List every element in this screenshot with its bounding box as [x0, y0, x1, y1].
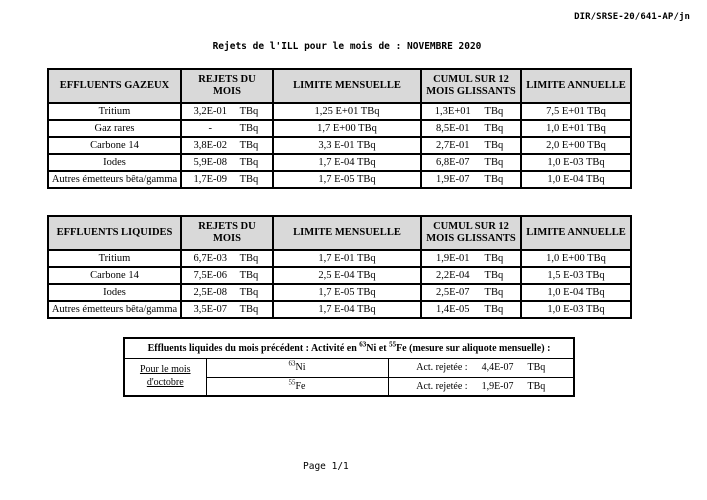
title-part: Ni et — [366, 342, 390, 354]
column-header-rejets-du-mois: REJETS DU MOIS — [181, 69, 273, 103]
cell-rejets — [181, 250, 273, 267]
cumul-value: 2,7E-01 — [435, 140, 470, 151]
cumul-unit: TBq — [484, 253, 504, 264]
sub-table-title — [124, 338, 574, 358]
rejets-value: 6,7E-03 — [193, 253, 228, 264]
cell-limite-mensuelle: 1,7 E-04 TBq — [273, 154, 421, 171]
activity-cell — [388, 377, 574, 396]
period-line-1: Pour le mois — [139, 364, 191, 376]
table-row-iodes — [48, 284, 631, 301]
cell-cumul — [421, 154, 521, 171]
row-label: Gaz rares — [48, 120, 181, 137]
cumul-value: 6,8E-07 — [435, 157, 470, 168]
cumul-value: 1,9E-07 — [435, 174, 470, 185]
cumul-unit: TBq — [484, 174, 504, 185]
cell-limite-annuelle: 1,0 E-03 TBq — [521, 301, 631, 318]
activity-label: Act. rejetée : — [416, 380, 468, 392]
cell-rejets — [181, 301, 273, 318]
title-part: Effluents liquides du mois précédent : Activité en — [147, 342, 360, 354]
table-row-tritium — [48, 103, 631, 120]
rejets-value: 3,5E-07 — [193, 304, 228, 315]
page-number: Page 1/1 — [303, 461, 349, 472]
activity-value: 4,4E-07 — [481, 362, 514, 373]
cell-limite-annuelle: 7,5 E+01 TBq — [521, 103, 631, 120]
cumul-value: 2,5E-07 — [435, 287, 470, 298]
column-header-cumul-12-mois: CUMUL SUR 12 MOIS GLISSANTS — [421, 216, 521, 250]
header-row — [48, 69, 631, 103]
table-row-iodes — [48, 154, 631, 171]
mois-precedent-table — [123, 337, 575, 397]
rejets-unit: TBq — [239, 123, 259, 134]
rejets-unit: TBq — [239, 304, 259, 315]
rejets-value: 7,5E-06 — [193, 270, 228, 281]
rejets-value: 3,2E-01 — [193, 106, 228, 117]
document-title: Rejets de l'ILL pour le mois de : NOVEMBRE 2020 — [212, 41, 482, 52]
header-row — [48, 216, 631, 250]
column-header-limite-annuelle: LIMITE ANNUELLE — [521, 69, 631, 103]
cell-cumul — [421, 267, 521, 284]
cell-rejets — [181, 154, 273, 171]
isotope-cell — [206, 377, 388, 396]
cell-cumul — [421, 171, 521, 188]
cell-rejets — [181, 137, 273, 154]
cell-limite-mensuelle: 1,7 E-01 TBq — [273, 250, 421, 267]
cell-rejets — [181, 120, 273, 137]
cell-rejets — [181, 284, 273, 301]
table-row-ni63 — [124, 358, 574, 377]
isotope-symbol: Ni — [295, 362, 306, 373]
row-label: Carbone 14 — [48, 137, 181, 154]
row-label: Tritium — [48, 250, 181, 267]
table-row-autres-emetteurs — [48, 301, 631, 318]
column-header-cumul-12-mois: CUMUL SUR 12 MOIS GLISSANTS — [421, 69, 521, 103]
effluents-gazeux-table — [47, 68, 632, 189]
row-label: Iodes — [48, 154, 181, 171]
effluents-liquides-table — [47, 215, 632, 319]
isotope-mass: 55 — [288, 378, 296, 387]
period-label — [124, 358, 206, 396]
document-reference: DIR/SRSE-20/641-AP/jn — [574, 12, 690, 22]
cell-cumul — [421, 284, 521, 301]
isotope-mass-63: 63 — [359, 340, 367, 349]
cell-limite-annuelle: 1,0 E+01 TBq — [521, 120, 631, 137]
rejets-unit: TBq — [239, 106, 259, 117]
activity-unit: TBq — [527, 380, 546, 392]
isotope-cell — [206, 358, 388, 377]
rejets-unit: TBq — [239, 253, 259, 264]
row-label: Iodes — [48, 284, 181, 301]
isotope-mass: 63 — [288, 359, 296, 368]
cell-limite-mensuelle: 1,7 E-05 TBq — [273, 171, 421, 188]
cell-limite-annuelle: 1,0 E-04 TBq — [521, 171, 631, 188]
cumul-unit: TBq — [484, 287, 504, 298]
row-label: Autres émetteurs bêta/gamma — [48, 171, 181, 188]
cumul-unit: TBq — [484, 123, 504, 134]
cumul-unit: TBq — [484, 140, 504, 151]
rejets-unit: TBq — [239, 157, 259, 168]
cumul-value: 1,4E-05 — [435, 304, 470, 315]
cumul-value: 8,5E-01 — [435, 123, 470, 134]
cumul-unit: TBq — [484, 106, 504, 117]
cell-cumul — [421, 137, 521, 154]
column-header-effluents-liquides: EFFLUENTS LIQUIDES — [48, 216, 181, 250]
cell-cumul — [421, 250, 521, 267]
period-line-2: d'octobre — [146, 376, 184, 388]
cell-rejets — [181, 267, 273, 284]
cell-limite-mensuelle: 1,7 E-05 TBq — [273, 284, 421, 301]
column-header-limite-annuelle: LIMITE ANNUELLE — [521, 216, 631, 250]
cell-cumul — [421, 301, 521, 318]
table-row-tritium — [48, 250, 631, 267]
table-row-gaz-rares — [48, 120, 631, 137]
cumul-unit: TBq — [484, 270, 504, 281]
cumul-value: 2,2E-04 — [435, 270, 470, 281]
rejets-value: 2,5E-08 — [193, 287, 228, 298]
rejets-unit: TBq — [239, 287, 259, 298]
rejets-unit: TBq — [239, 270, 259, 281]
cell-limite-annuelle: 1,0 E-04 TBq — [521, 284, 631, 301]
cell-limite-mensuelle: 1,7 E-04 TBq — [273, 301, 421, 318]
column-header-limite-mensuelle: LIMITE MENSUELLE — [273, 69, 421, 103]
cell-rejets — [181, 171, 273, 188]
cell-limite-annuelle: 1,0 E-03 TBq — [521, 154, 631, 171]
rejets-value: - — [208, 123, 213, 134]
table-row-carbone-14 — [48, 137, 631, 154]
cell-cumul — [421, 120, 521, 137]
row-label: Autres émetteurs bêta/gamma — [48, 301, 181, 318]
activity-unit: TBq — [527, 362, 546, 373]
cumul-value: 1,3E+01 — [434, 106, 471, 117]
cumul-unit: TBq — [484, 157, 504, 168]
table-row-carbone-14 — [48, 267, 631, 284]
cell-rejets — [181, 103, 273, 120]
cell-limite-mensuelle: 2,5 E-04 TBq — [273, 267, 421, 284]
sub-table-title-row — [124, 338, 574, 358]
activity-cell — [388, 358, 574, 377]
column-header-rejets-du-mois: REJETS DU MOIS — [181, 216, 273, 250]
row-label: Tritium — [48, 103, 181, 120]
row-label: Carbone 14 — [48, 267, 181, 284]
rejets-value: 5,9E-08 — [193, 157, 228, 168]
rejets-unit: TBq — [239, 140, 259, 151]
isotope-mass-55: 55 — [389, 340, 397, 349]
cumul-value: 1,9E-01 — [435, 253, 470, 264]
activity-label: Act. rejetée : — [416, 362, 468, 373]
cell-cumul — [421, 103, 521, 120]
rejets-value: 1,7E-09 — [193, 174, 228, 185]
rejets-unit: TBq — [239, 174, 259, 185]
cell-limite-mensuelle: 1,7 E+00 TBq — [273, 120, 421, 137]
isotope-symbol: Fe — [295, 380, 306, 392]
cell-limite-annuelle: 1,5 E-03 TBq — [521, 267, 631, 284]
cell-limite-mensuelle: 1,25 E+01 TBq — [273, 103, 421, 120]
rejets-value: 3,8E-02 — [193, 140, 228, 151]
column-header-limite-mensuelle: LIMITE MENSUELLE — [273, 216, 421, 250]
cell-limite-annuelle: 1,0 E+00 TBq — [521, 250, 631, 267]
title-part: Fe (mesure sur aliquote mensuelle) : — [396, 342, 551, 354]
table-row-autres-emetteurs — [48, 171, 631, 188]
cell-limite-mensuelle: 3,3 E-01 TBq — [273, 137, 421, 154]
column-header-effluents-gazeux: EFFLUENTS GAZEUX — [48, 69, 181, 103]
cell-limite-annuelle: 2,0 E+00 TBq — [521, 137, 631, 154]
activity-value: 1,9E-07 — [481, 380, 514, 392]
cumul-unit: TBq — [484, 304, 504, 315]
